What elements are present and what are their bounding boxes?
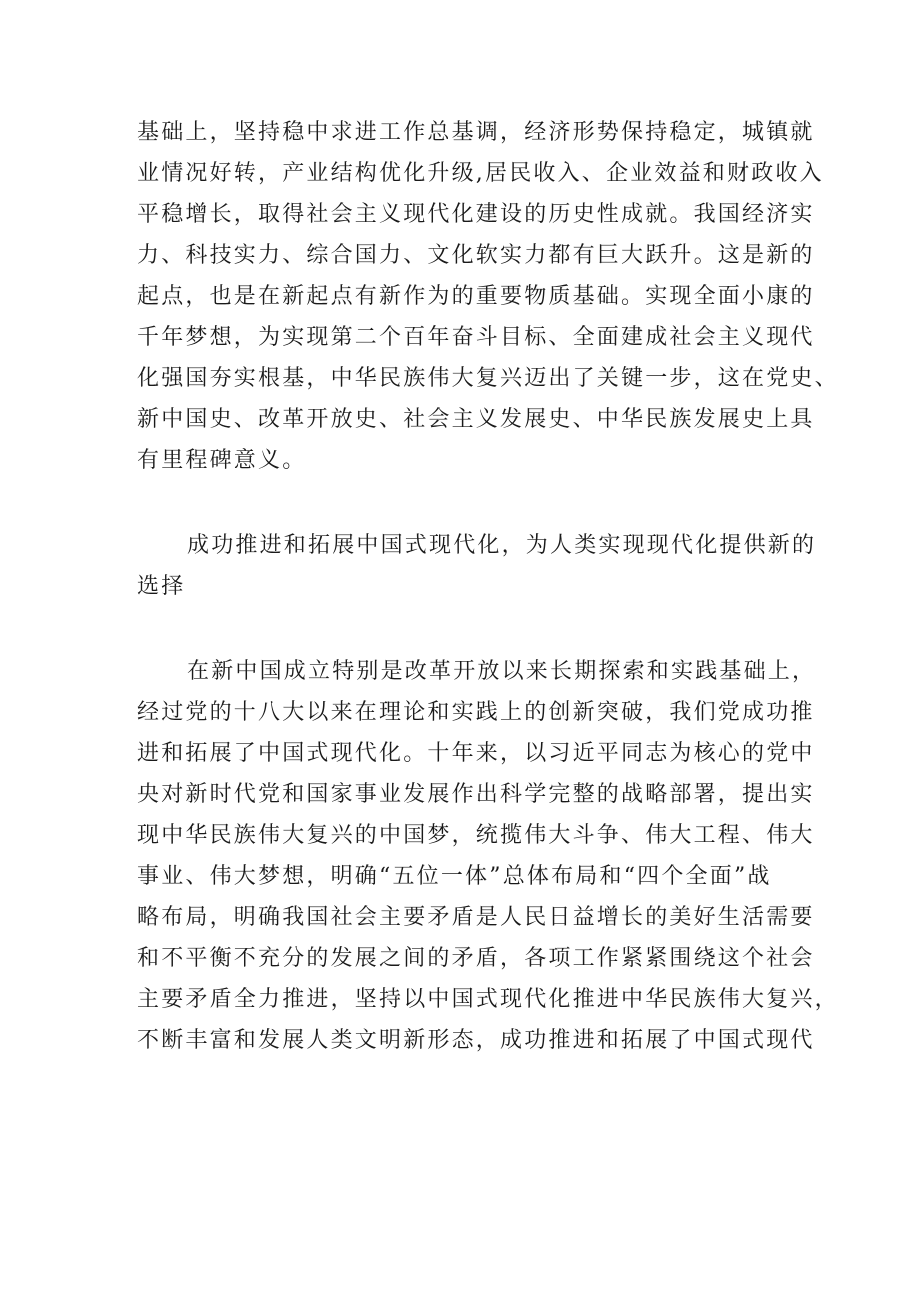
text-line: 现中华民族伟大复兴的中国梦，统揽伟大斗争、伟大工程、伟大: [137, 823, 815, 848]
text-line: 新中国史、改革开放史、社会主义发展史、中华民族发展史上具: [137, 407, 815, 432]
text-line: 略布局，明确我国社会主要矛盾是人民日益增长的美好生活需要: [137, 905, 815, 930]
text-line: 不断丰富和发展人类文明新形态，成功推进和拓展了中国式现代: [137, 1028, 815, 1053]
paragraph-modernization: [137, 651, 839, 1061]
text-line: 有里程碑意义。: [137, 448, 307, 473]
heading-line: 成功推进和拓展中国式现代化，为人类实现现代化提供新的: [187, 533, 817, 558]
text-line: 业情况好转，产业结构优化升级,居民收入、企业效益和财政收入: [137, 161, 824, 186]
text-line: 央对新时代党和国家事业发展作出科学完整的战略部署，提出实: [137, 782, 815, 807]
text-line: 力、科技实力、综合国力、文化软实力都有巨大跃升。这是新的: [137, 243, 815, 268]
paragraph-achievements: [137, 112, 839, 481]
text-line: 经过党的十八大以来在理论和实践上的创新突破，我们党成功推: [137, 700, 815, 725]
paragraph-spacer: [137, 607, 817, 651]
section-heading: [137, 525, 817, 607]
text-line: 事业、伟大梦想，明确“五位一体”总体布局和“四个全面”战: [137, 864, 772, 889]
text-line: 起点，也是在新起点有新作为的重要物质基础。实现全面小康的: [137, 284, 815, 309]
text-line: 千年梦想，为实现第二个百年奋斗目标、全面建成社会主义现代: [137, 325, 815, 350]
paragraph-spacer: [137, 481, 817, 525]
text-line: 化强国夯实根基，中华民族伟大复兴迈出了关键一步，这在党史、: [137, 366, 839, 391]
text-line: 和不平衡不充分的发展之间的矛盾，各项工作紧紧围绕这个社会: [137, 946, 815, 971]
text-line: 基础上，坚持稳中求进工作总基调，经济形势保持稳定，城镇就: [137, 120, 815, 145]
text-line: 主要矛盾全力推进，坚持以中国式现代化推进中华民族伟大复兴，: [137, 987, 839, 1012]
heading-line: 选择: [137, 574, 186, 599]
text-line: 在新中国成立特别是改革开放以来长期探索和实践基础上，: [187, 659, 817, 684]
text-line: 平稳增长，取得社会主义现代化建设的历史性成就。我国经济实: [137, 202, 815, 227]
text-line: 进和拓展了中国式现代化。十年来，以习近平同志为核心的党中: [137, 741, 815, 766]
document-body: [137, 112, 839, 1061]
